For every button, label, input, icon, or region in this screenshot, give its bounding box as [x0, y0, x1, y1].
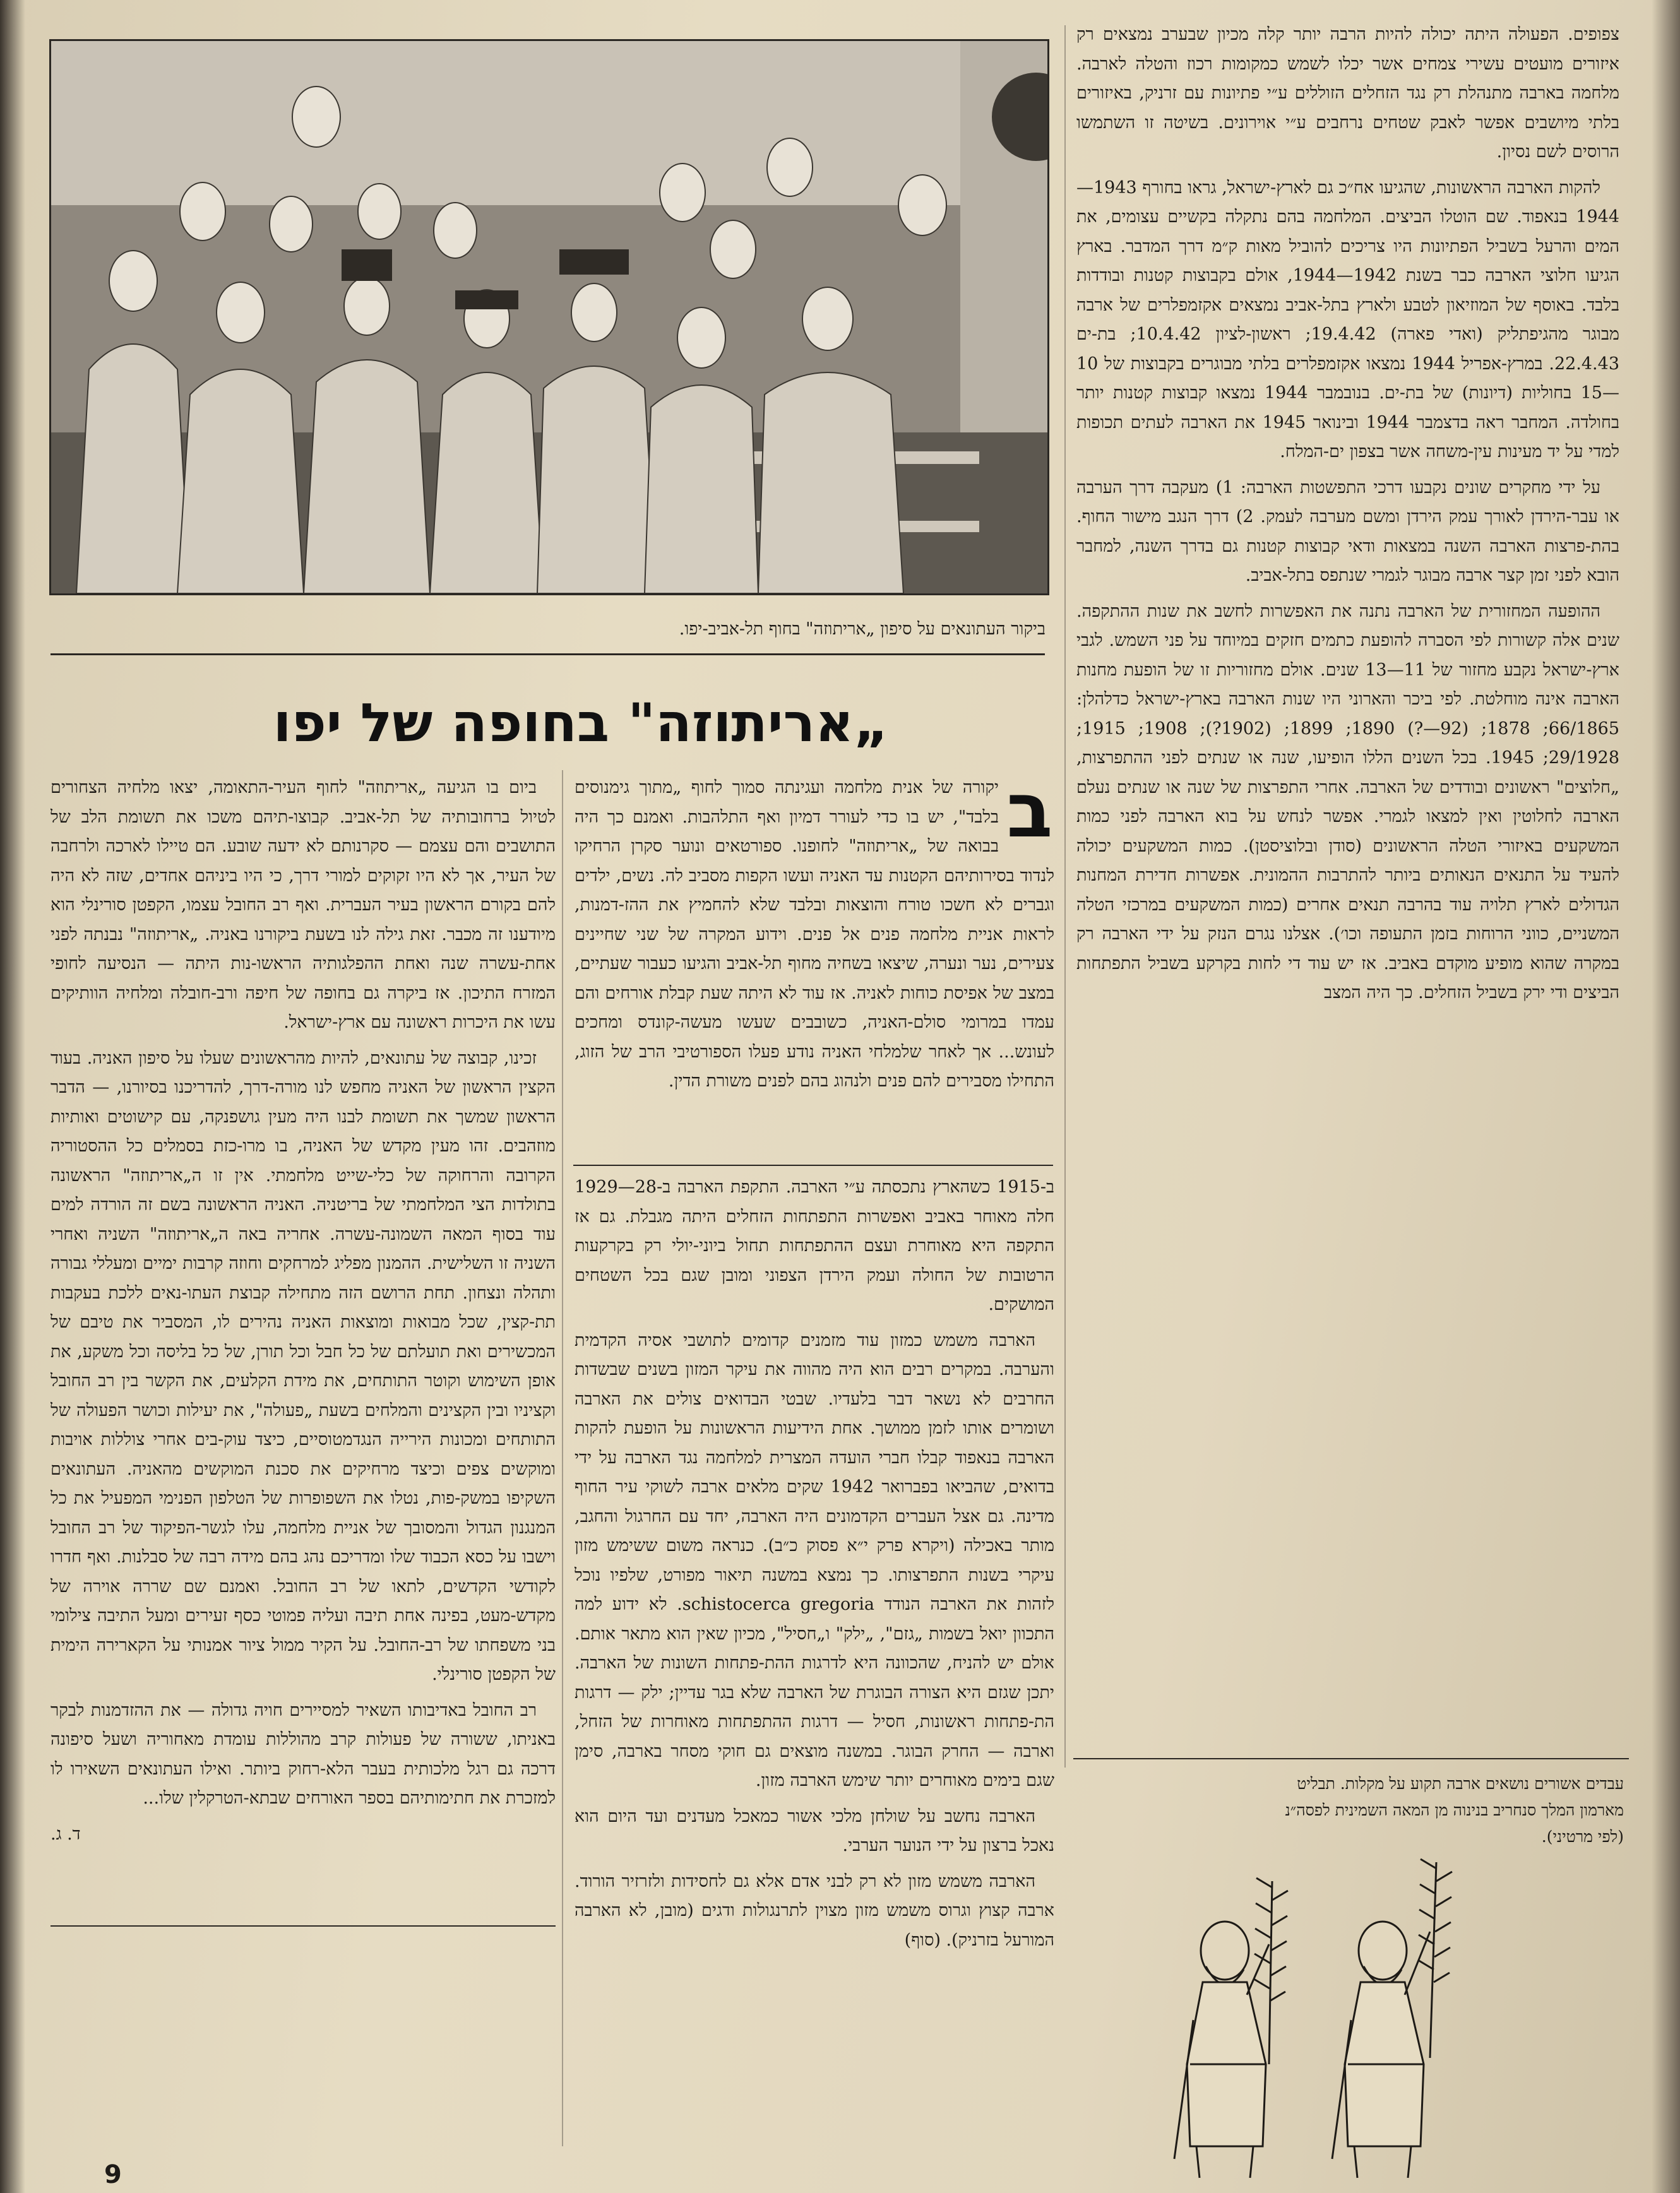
middle-paragraph: הארבה משמש כמזון עוד מזמנים קדומים לתושבי אסיה הקדמית והערבה. במקרים רבים הוא היה מהווה את עיקר המזון בשנים שבשדות החרבים לא נשאר דבר בלעדיו. שבטי הבדואים צולים את הארבה ושומרים אותו לזמן ממושך. אחת הידיעות הראשונות על הופעת להקות הארבה בנאפוד קבלו חברי הועדה המצרית למלחמה נגד הארבה על ידי בדואים, שהביאו בפברואר 1942 שקים מלאים ארבה לשוקי עיר החוף מדינה. גם אצל העברים הקדמונים היה הארבה, יחד עם החרגול והחגב, מותר באכילה (ויקרא פרק י״א פסוק כ״ב). כנראה משום ששימש מזון עיקרי בשנות התפרצותו. כך נמצא במשנה תיאור מפורט, שלפיו נוכל לזהות את הארבה הנודד schistocerca gregoria. לא ידוע למה התכוון יואל בשמות „גזם", „ילק" ו„חסיל", מכיון שאין הוא מתאר אותם. אולם יש להניח, שהכוונה היא לדרגות ההת-פתחות השונות של הארבה. יתכן שגזם היא הצורה הבוגרת של הארבה שלא בגר עדיין; ילק — דרגות הת-פתחות ראשונות, חסיל — דרגות ההתפתחות מאוחרות של הזחל, וארבה — החרק הבוגר. במשנה מוצאים גם חוקי מסחר בארבה, סימן שגם בימים מאוחרים יותר שימש הארבה מזון. [575, 1330, 1054, 1790]
right-paragraph: ההופעה המחזורית של הארבה נתנה את האפשרות לחשב את שנות ההתקפה. שנים אלה קשורות לפי הסברה להופעת כתמים חזקים במיוחד על פני השמש. לגבי ארץ-ישראל נקבע מחזור של 11—13 שנים. אולם מחזוריות זו של הופעת מחנות הארבה אינה מוחלטת. לפי ביכר והארוני היו שנות הארבה בארץ-ישראל כדלהלן: 66/1865; 1878; (92—?) 1890; 1899; (1902?); 1908; 1915; 29/1928; 1945. בכל השנים הללו הופיעו, שנה או שנתים לפני ההתפרצות, „חלוצים" ראשונים ובודדים של הארבה. אחרי התפרצות של שנה או שנתים נעלם הארבה לחלוטין ואין למצאו לגמרי. אפשר לנחש על בוא הארבה לפני כמות המשקעים באיזורי הטלה הראשונים (סודן ובלוציסטן). כמות המשקעים יכולה להעיד על התנאים הנאותים ביותר להתרבות ההמונית. אפשרות חדירת המחנות הגדולים לארץ תלויה עוד בהרבה תנאים אחרים (כמות המשקעים במרכזי הטלה המשניים, כווני הרוחות בזמן התעופה וכו׳). אצלנו נגרם הנזק על ידי הארבה רק במקרה שהוא מופיע מוקדם באביב. אז יש עוד די לחות בקרקע בשביל התפתחות הביצים ודי ירק בשביל הזחלים. כך היה המצב [1076, 601, 1619, 1002]
illustration-caption-line: עבדים אשורים נושאים ארבה תקוע על מקלות. תבליט [1297, 1774, 1624, 1793]
middle-paragraph: ב-1915 כשהארץ נתכסתה ע״י הארבה. התקפת הארבה ב-28—1929 חלה מאוחר באביב ואפשרות התפתחות הזחלים היתה מגבלת. גם אז התקפה היא מאוחרת ועצם ההתפתחות תחול ביוני-יולי רק בקרקעות הרטובות של החולה ועמק הירדן הצפוני ומובן שגם בכל השטחים המושקים. [575, 1177, 1054, 1314]
assyrian-relief-illustration [1117, 1856, 1623, 2184]
author-initials: ד. ג. [51, 1824, 81, 1844]
illustration-rule [1073, 1758, 1629, 1759]
page-number: 9 [104, 2160, 122, 2189]
left-text-column [51, 773, 556, 2137]
assyrian-servants-drawing [1117, 1856, 1623, 2184]
right-paragraph: להקות הארבה הראשונות, שהגיעו אח״כ גם לארץ-ישראל, גראו בחורף 1943—1944 בנאפוד. שם הוטלו הביצים. המלחמה בהם נתקלה בקשיים עצומים, את המים והרעל בשביל הפתיונות היו צריכים להוביל מאות ק״מ דרך המדבר. בארץ הגיעו חלוצי הארבה כבר בשנת 1942—1944, אולם בקבוצות קטנות ובודדות בלבד. באוסף של המוזיאון לטבע ולארץ בתל-אביב נמצאים אקזמפלרים של ארבה מבוגר מהגיפתליק (ואדי פארה) 19.4.42; ראשון-לציון 10.4.42; בת-ים 22.4.43. במרץ-אפריל 1944 נמצאו אקזמפלרים בלתי מבוגרים בקבוצות של 10—15 בחוליות (דיונות) של בת-ים. בנובמבר 1944 נמצאו קבוצות קטנות יותר בחולדה. המחבר ראה בדצמבר 1944 ובינואר 1945 את הארבה לעתים תכופות למדי על יד מעינות עין-משחה אשר בצפון ים-המלח. [1076, 177, 1619, 461]
column-divider-right [1064, 25, 1066, 1768]
illustration-caption [1106, 1771, 1624, 1850]
left-paragraph: ביום בו הגיעה „אריתוזה" לחוף העיר-התאומה, יצאו מלחיה הצחורים לטיול ברחובותיה של תל-אביב. קבוצו-תיהם משכו את תשומת הלב של התושבים והם עצמם — סקרנותם לא ידעה שובע. הם טיילו לארכה ולרחבה של העיר, אך לא היו זקוקים למורי דרך, כי היו ביניהם אחדים, שזה לא היה להם בקורם הראשון בעיר העברית. ואף רב החובל עצמו, הקפטן סורינלי הוא מיודענו זה מכבר. זאת גילה לנו בשעת ביקורנו באניה. „אריתוזה" נבנתה לפני אחת-עשרה שנה ואחת ההפלגותיה הראשו-נות היתה — הנסיעה לחופי המזרח התיכון. אז ביקרה גם בחופה של חיפה ורב-חובלה ומלחיה הוותיקים עשו את היכרות ראשונה עם ארץ-ישראל. [51, 778, 556, 1032]
caption-rule [51, 653, 1045, 655]
photo-caption: ביקור העתונאים על סיפון „אריתוזה" בחוף תל-אביב-יפו. [679, 619, 1046, 639]
section-rule [573, 1165, 1053, 1166]
binding-shadow [0, 0, 25, 2193]
drop-cap: ב [1006, 773, 1053, 855]
middle-text-column [575, 773, 1054, 1158]
article-headline: „אריתוזה" בחופה של יפו [273, 692, 889, 754]
left-paragraph: זכינו, קבוצה של עתונאים, להיות מהראשונים שעלו על סיפון האניה. בעוד הקצין הראשון של האניה מחפש לנו מורה-דרך, להדריכנו בסיורנו, — הדבר הראשון שמשך את תשומת לבנו היה מעין גושפנקה, עם קישוטים ואותיות מוזהבים. זהו מעין מקדש של האניה, בו מרו-כזת בסמלים כל ההסטוריה הקרובה והרחוקה של כלי-שייט מלחמתי. אין זו ה„אריתוזה" הראשונה בתולדות הצי המלחמתי של בריטניה. האניה הראשונה בשם זה הורדה למים עוד בסוף המאה השמונה-עשרה. אחריה באה ה„אריתוזה" השניה ואחרי השניה זו השלישית. ההמנון מפליג למרחקים וחוזה קרבות ימיים ומעללי גבורה ותהלה ונצחון. תחת הרושם הזה מתחילה קבוצת העתו-נאים ללכת בעקבות תת-קצין, שכל מבואות ומוצאות האניה נהירים לו, המסביר את טיבם של המכשירים ואת תועלתם של כל חבל וכל תורן, של כל בליסה וכל משקע, את אופן השימוש וקוטר התותחים, את מידת הקלעים, את הקשר בין רב החובל וקציניו ובין הקצינים והמלחים בשעת „פעולה", את יעילות וכושר הפעולה של התותחים ומכונות הירייה הנגדמטוסיים, כיצד עוק-בים אחרי צוללות אויבות ומוקשים צפים וכיצד מרחיקים את סכנת המוקשים מהאניה. העתונאים השקיפו במשק-פות, נטלו את השפופרות של הטלפון הפנימי המפעיל את כל המנגנון הגדול והמסובך של אניית מלחמה, עלו לגשר-הפיקוד של רב החובל וישבו על כסא הכבוד שלו ומדריכם נהג בהם מידה רבה של סבלנות. ואף חדרו לקודשי הקדשים, לתאו של רב החובל. ואמנם שם שררה אוירה של מקדש-מעט, בפינה אחת תיבה ועליה פמוטי כסף זעירים ומעל התיבה צילומי בני משפחתו של רב-החובל. על הקיר ממול ציור אמנותי על הקארירה הימית של הקפטן סורינלי. [51, 1048, 556, 1684]
illustration-caption-line: (לפי מרטיני). [1541, 1828, 1624, 1846]
photo-group-of-journalists [51, 41, 1047, 593]
journalists-photo [49, 39, 1049, 595]
middle-lower-text-column [575, 1173, 1054, 2148]
middle-paragraph: יקורה של אנית מלחמה ועגינתה סמוך לחוף „מתוך גימנוסים בלבד", יש בו כדי לעורר דמיון ואף התלהבות. ואמנם כך היה בבואה של „אריתוזה" לחופנו. ספורטאים ונוער סקרן הרחיקו לנדוד בסירותיהם הקטנות עד האניה ועשו הקפות מסביב לה. נשים, ילדים וגברים לא חשכו טורח והוצאות ובלבד שלא להחמיץ את ההז-דמנות, לראות אניית מלחמה פנים אל פנים. וידוע המקרה של שני שחיינים צעירים, נער ונערה, שיצאו בשחיה מחוף תל-אביב והגיעו כעבור שעתיים, במצב של אפיסת כוחות לאניה. אז עוד לא היתה שעת קבלת אורחים והם עמדו במרומי סולם-האניה, כשובבים שעשו מעשה-קונדס ומחכים לעונש... אך לאחר שלמלחי האניה נודע פעלו הספורטיבי הרב של הזוג, התחילו מסבירים להם פנים ולנהוג בהם לפנים משורת הדין. [575, 778, 1054, 1091]
right-paragraph: צפופים. הפעולה היתה יכולה להיות הרבה יותר קלה מכיון שבערב נמצאים רק איזורים מועטים עשירי צמחים אשר יכלו לשמש כמקומות רכוז והטלה לארבה. מלחמה בארבה מתנהלת רק נגד הזחלים הזוללים ע״י פתיונות עם זרניק, באיזורים בלתי מיושבים אפשר לאבק שטחים נרחבים ע״י אוירונים. בשיטה זו השתמשו הרוסים לשם נסיון. [1076, 25, 1619, 162]
right-paragraph: על ידי מחקרים שונים נקבעו דרכי התפשטות הארבה: 1) מעקבה דרך הערבה או עבר-הירדן לאורך עמק הירדן ומשם מערבה לעמק. 2) דרך הנגב מישור החוף. בהת-פרצות הארבה השנה במצאות ודאי קבוצות קטנות גם בדרך השנה, למחבר הובא לפני זמן קצר ארבה מבוגר לגמרי שנתפס בתל-אביב. [1076, 477, 1619, 585]
page-edge-shadow [1652, 0, 1680, 2193]
illustration-caption-line: מארמון המלך סנחריב בנינוה מן המאה השמינית לפסה״נ [1285, 1801, 1624, 1819]
left-paragraph: רב החובל באדיבותו השאיר למסיירים חויה גדולה — את ההזדמנות לבקר באניתו, ששורה של פעולות קרב מהוללות עומדת מאחוריה ושעל סיפונה דרכה גם רגל מלכותית בעבר הלא-רחוק ביותר. ואילו העתונאים השאירו לו למזכרת את חתימותיהם בספר האורחים שבתא-הטרקלין שלו... [51, 1700, 556, 1808]
middle-paragraph: הארבה משמש מזון לא רק לבני אדם אלא גם לחסידות ולזרזיר הורוד. ארבה קצוץ וגרוס משמש מזון מצוין לתרנגולות ודגים (מובן, לא הארבה המורעל בזרניק). (סוף) [575, 1871, 1054, 1950]
right-text-column [1076, 20, 1619, 1759]
column-divider-left [562, 770, 563, 2146]
middle-paragraph: הארבה נחשב על שולחן מלכי אשור כמאכל מעדנים ועד היום הוא נאכל ברצון על ידי הנוער הערבי. [575, 1806, 1054, 1855]
